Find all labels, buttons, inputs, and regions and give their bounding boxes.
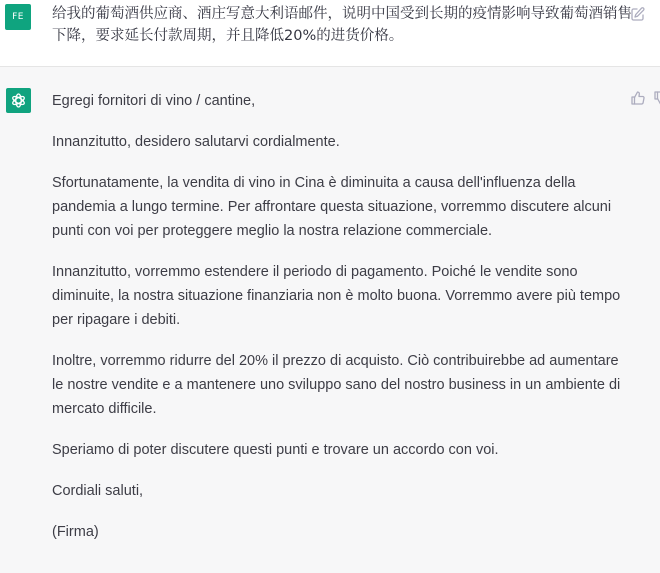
edit-icon[interactable] (630, 6, 646, 22)
sign-off (52, 479, 652, 503)
context-paragraph (52, 171, 652, 243)
user-message-line: 下降，要求延长付款周期，并且降低20%的进货价格。 (52, 28, 404, 44)
text-line: Innanzitutto, vorremmo estendere il periodo di pagamento. Poiché le vendite sono (52, 264, 578, 280)
user-message-row (0, 0, 660, 67)
payment-paragraph (52, 260, 652, 332)
text-line: Cordiali saluti, (52, 483, 144, 499)
text-line: Egregi fornitori di vino / cantine, (52, 93, 256, 109)
text-line: le nostre vendite e a mantenere uno sviluppo sano del nostro business in un ambiente di (52, 377, 621, 393)
opening-paragraph (52, 130, 652, 154)
text-line: Speriamo di poter discutere questi punti e trovare un accordo con voi. (52, 442, 499, 458)
openai-logo-icon (6, 88, 31, 113)
text-line: per ripagare i debiti. (52, 312, 181, 328)
user-message-text (52, 3, 632, 47)
text-line: punti con voi per proteggere meglio la nostra relazione commerciale. (52, 223, 493, 239)
text-line: mercato difficile. (52, 401, 157, 417)
text-line: Innanzitutto, desidero salutarvi cordialmente. (52, 134, 340, 150)
text-line: diminuite, la nostra situazione finanziaria non è molto buona. Vorremmo avere più tempo (52, 288, 621, 304)
price-paragraph (52, 349, 652, 421)
assistant-message-text (52, 89, 652, 561)
user-message-line: 给我的葡萄酒供应商、酒庄写意大利语邮件，说明中国受到长期的疫情影响导致葡萄酒销售 (52, 6, 632, 22)
closing-paragraph (52, 438, 652, 462)
signature (52, 520, 652, 544)
user-avatar: FE (5, 4, 31, 30)
greeting-paragraph (52, 89, 652, 113)
thumbs-down-icon[interactable] (653, 90, 660, 106)
text-line: pandemia a lungo termine. Per affrontare questa situazione, vorremmo discutere alcuni (52, 199, 612, 215)
text-line: Inoltre, vorremmo ridurre del 20% il prezzo di acquisto. Ciò contribuirebbe ad aumentare (52, 353, 619, 369)
text-line: Sfortunatamente, la vendita di vino in Cina è diminuita a causa dell'influenza della (52, 175, 576, 191)
assistant-message-row (0, 67, 660, 573)
text-line: (Firma) (52, 524, 99, 540)
